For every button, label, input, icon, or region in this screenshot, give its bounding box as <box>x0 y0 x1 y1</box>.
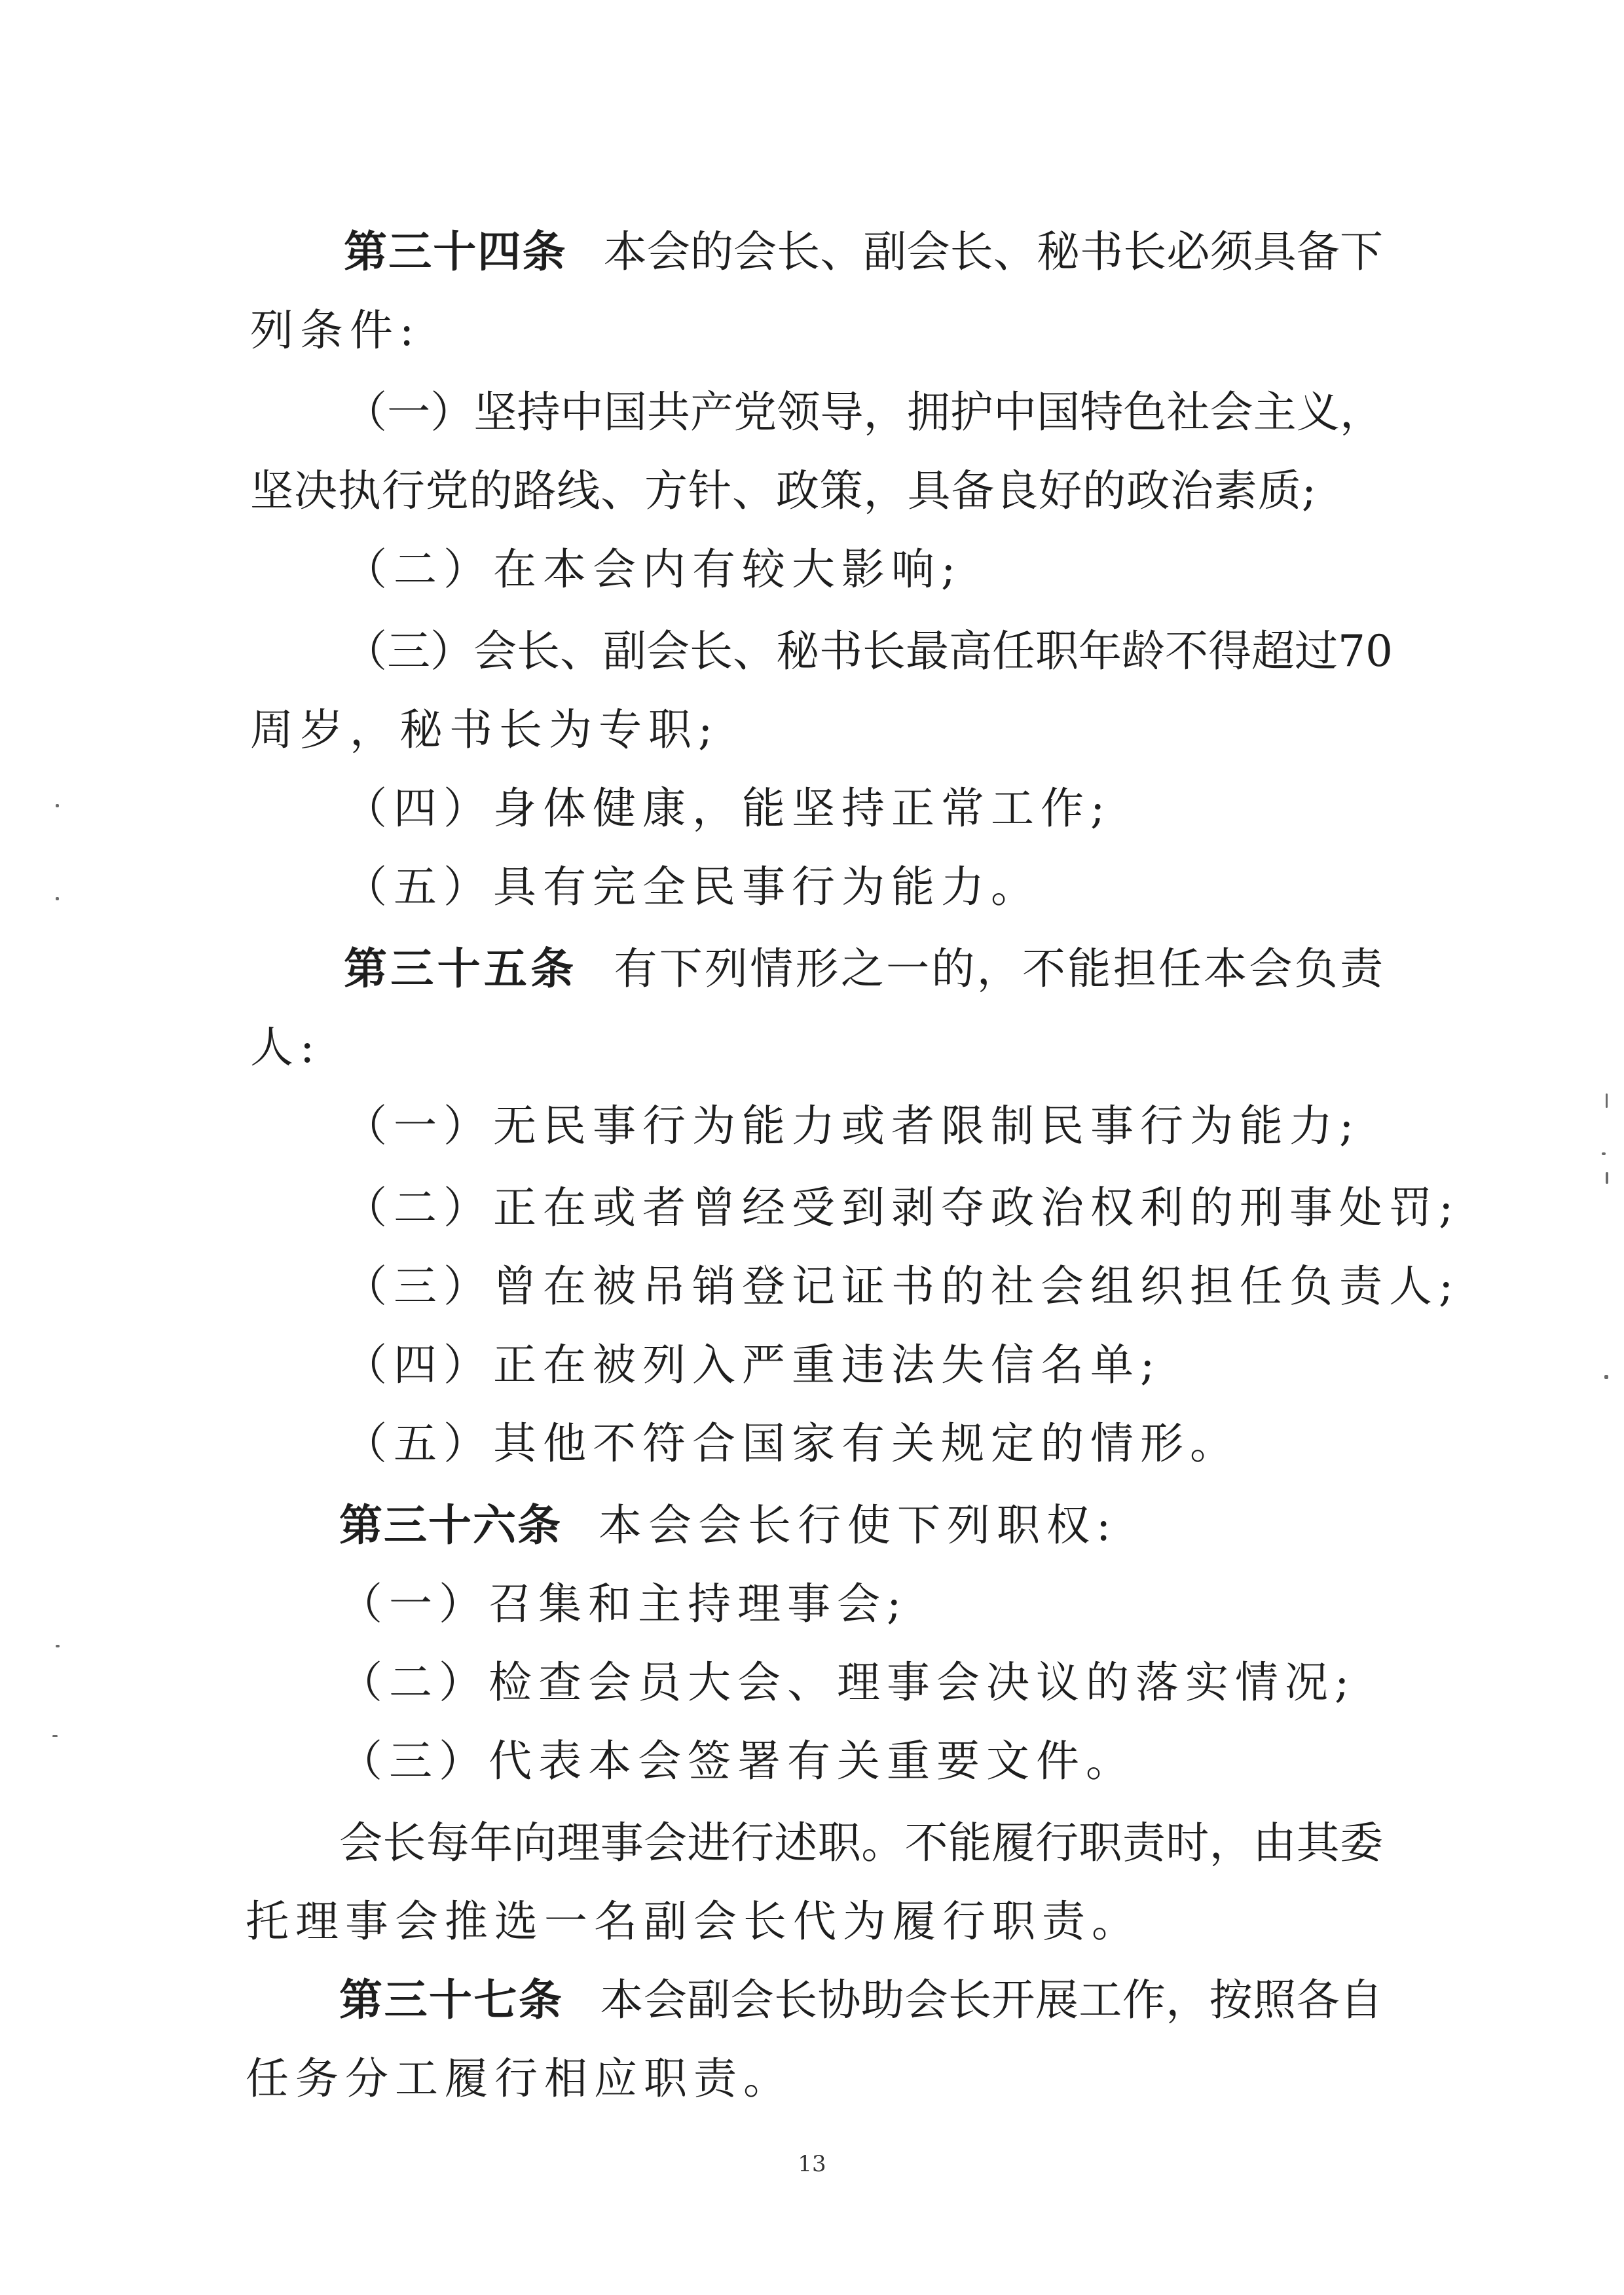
scan-speck <box>1606 1093 1608 1108</box>
paragraph-line: （二）检查会员大会、理事会决议的落实情况; <box>339 1657 1356 1708</box>
scan-speck <box>56 897 59 900</box>
paragraph-line: 人: <box>250 1022 322 1073</box>
scan-speck <box>56 804 59 807</box>
paragraph-line: （四）正在被列入严重违法失信名单; <box>344 1340 1162 1390</box>
article-36-heading: 第三十六条 <box>339 1500 562 1551</box>
line-text: 本会副会长协助会长开展工作，按照各自 <box>600 1975 1384 2025</box>
article-35-line-1 <box>344 936 1383 1002</box>
paragraph-line: 周岁，秘书长为专职; <box>250 705 720 755</box>
article-37-heading: 第三十七条 <box>339 1975 564 2025</box>
line-text: 本会会长行使下列职权: <box>599 1500 1118 1551</box>
article-35-heading: 第三十五条 <box>344 944 578 994</box>
article-34-line-1 <box>344 219 1383 285</box>
paragraph-line: （三）曾在被吊销登记证书的社会组织担任负责人; <box>344 1261 1460 1312</box>
scan-speck <box>1602 1152 1606 1155</box>
paragraph-line: （三）代表本会签署有关重要文件。 <box>339 1736 1135 1786</box>
page-number: 13 <box>798 2151 826 2177</box>
paragraph-line: 列条件: <box>250 305 421 356</box>
line-text: 有下列情形之一的，不能担任本会负责 <box>614 944 1384 994</box>
line-text: 本会的会长、副会长、秘书长必须具备下 <box>603 227 1384 277</box>
paragraph-line: （三）会长、副会长、秘书长最高任职年龄不得超过70 <box>344 626 1393 676</box>
scan-speck <box>52 1735 58 1737</box>
article-37-line-1 <box>339 1968 1383 2033</box>
scan-speck <box>1604 1375 1608 1379</box>
paragraph-line: 任务分工履行相应职责。 <box>246 2053 793 2104</box>
paragraph-line: 托理事会推选一名副会长代为履行职责。 <box>246 1896 1141 1947</box>
paragraph-line: （二）在本会内有较大影响; <box>344 544 963 595</box>
paragraph-line: （一）坚持中国共产党领导，拥护中国特色社会主义， <box>344 387 1383 437</box>
paragraph-line: （五）其他不符合国家有关规定的情形。 <box>344 1418 1240 1469</box>
paragraph-line: 会长每年向理事会进行述职。不能履行职责时，由其委 <box>339 1818 1383 1868</box>
scan-speck <box>1606 1172 1608 1184</box>
paragraph-line: （五）具有完全民事行为能力。 <box>344 862 1041 912</box>
scan-speck <box>56 1645 60 1647</box>
article-34-heading: 第三十四条 <box>344 227 567 277</box>
article-36-line-1 <box>339 1493 1117 1558</box>
paragraph-line: （一）无民事行为能力或者限制民事行为能力; <box>344 1101 1361 1151</box>
paragraph-line: 坚决执行党的路线、方针、政策，具备良好的政治素质; <box>250 466 1316 516</box>
paragraph-line: （一）召集和主持理事会; <box>339 1579 908 1629</box>
paragraph-line: （四）身体健康，能坚持正常工作; <box>344 783 1112 834</box>
paragraph-line: （二）正在或者曾经受到剥夺政治权利的刑事处罚; <box>344 1183 1460 1233</box>
